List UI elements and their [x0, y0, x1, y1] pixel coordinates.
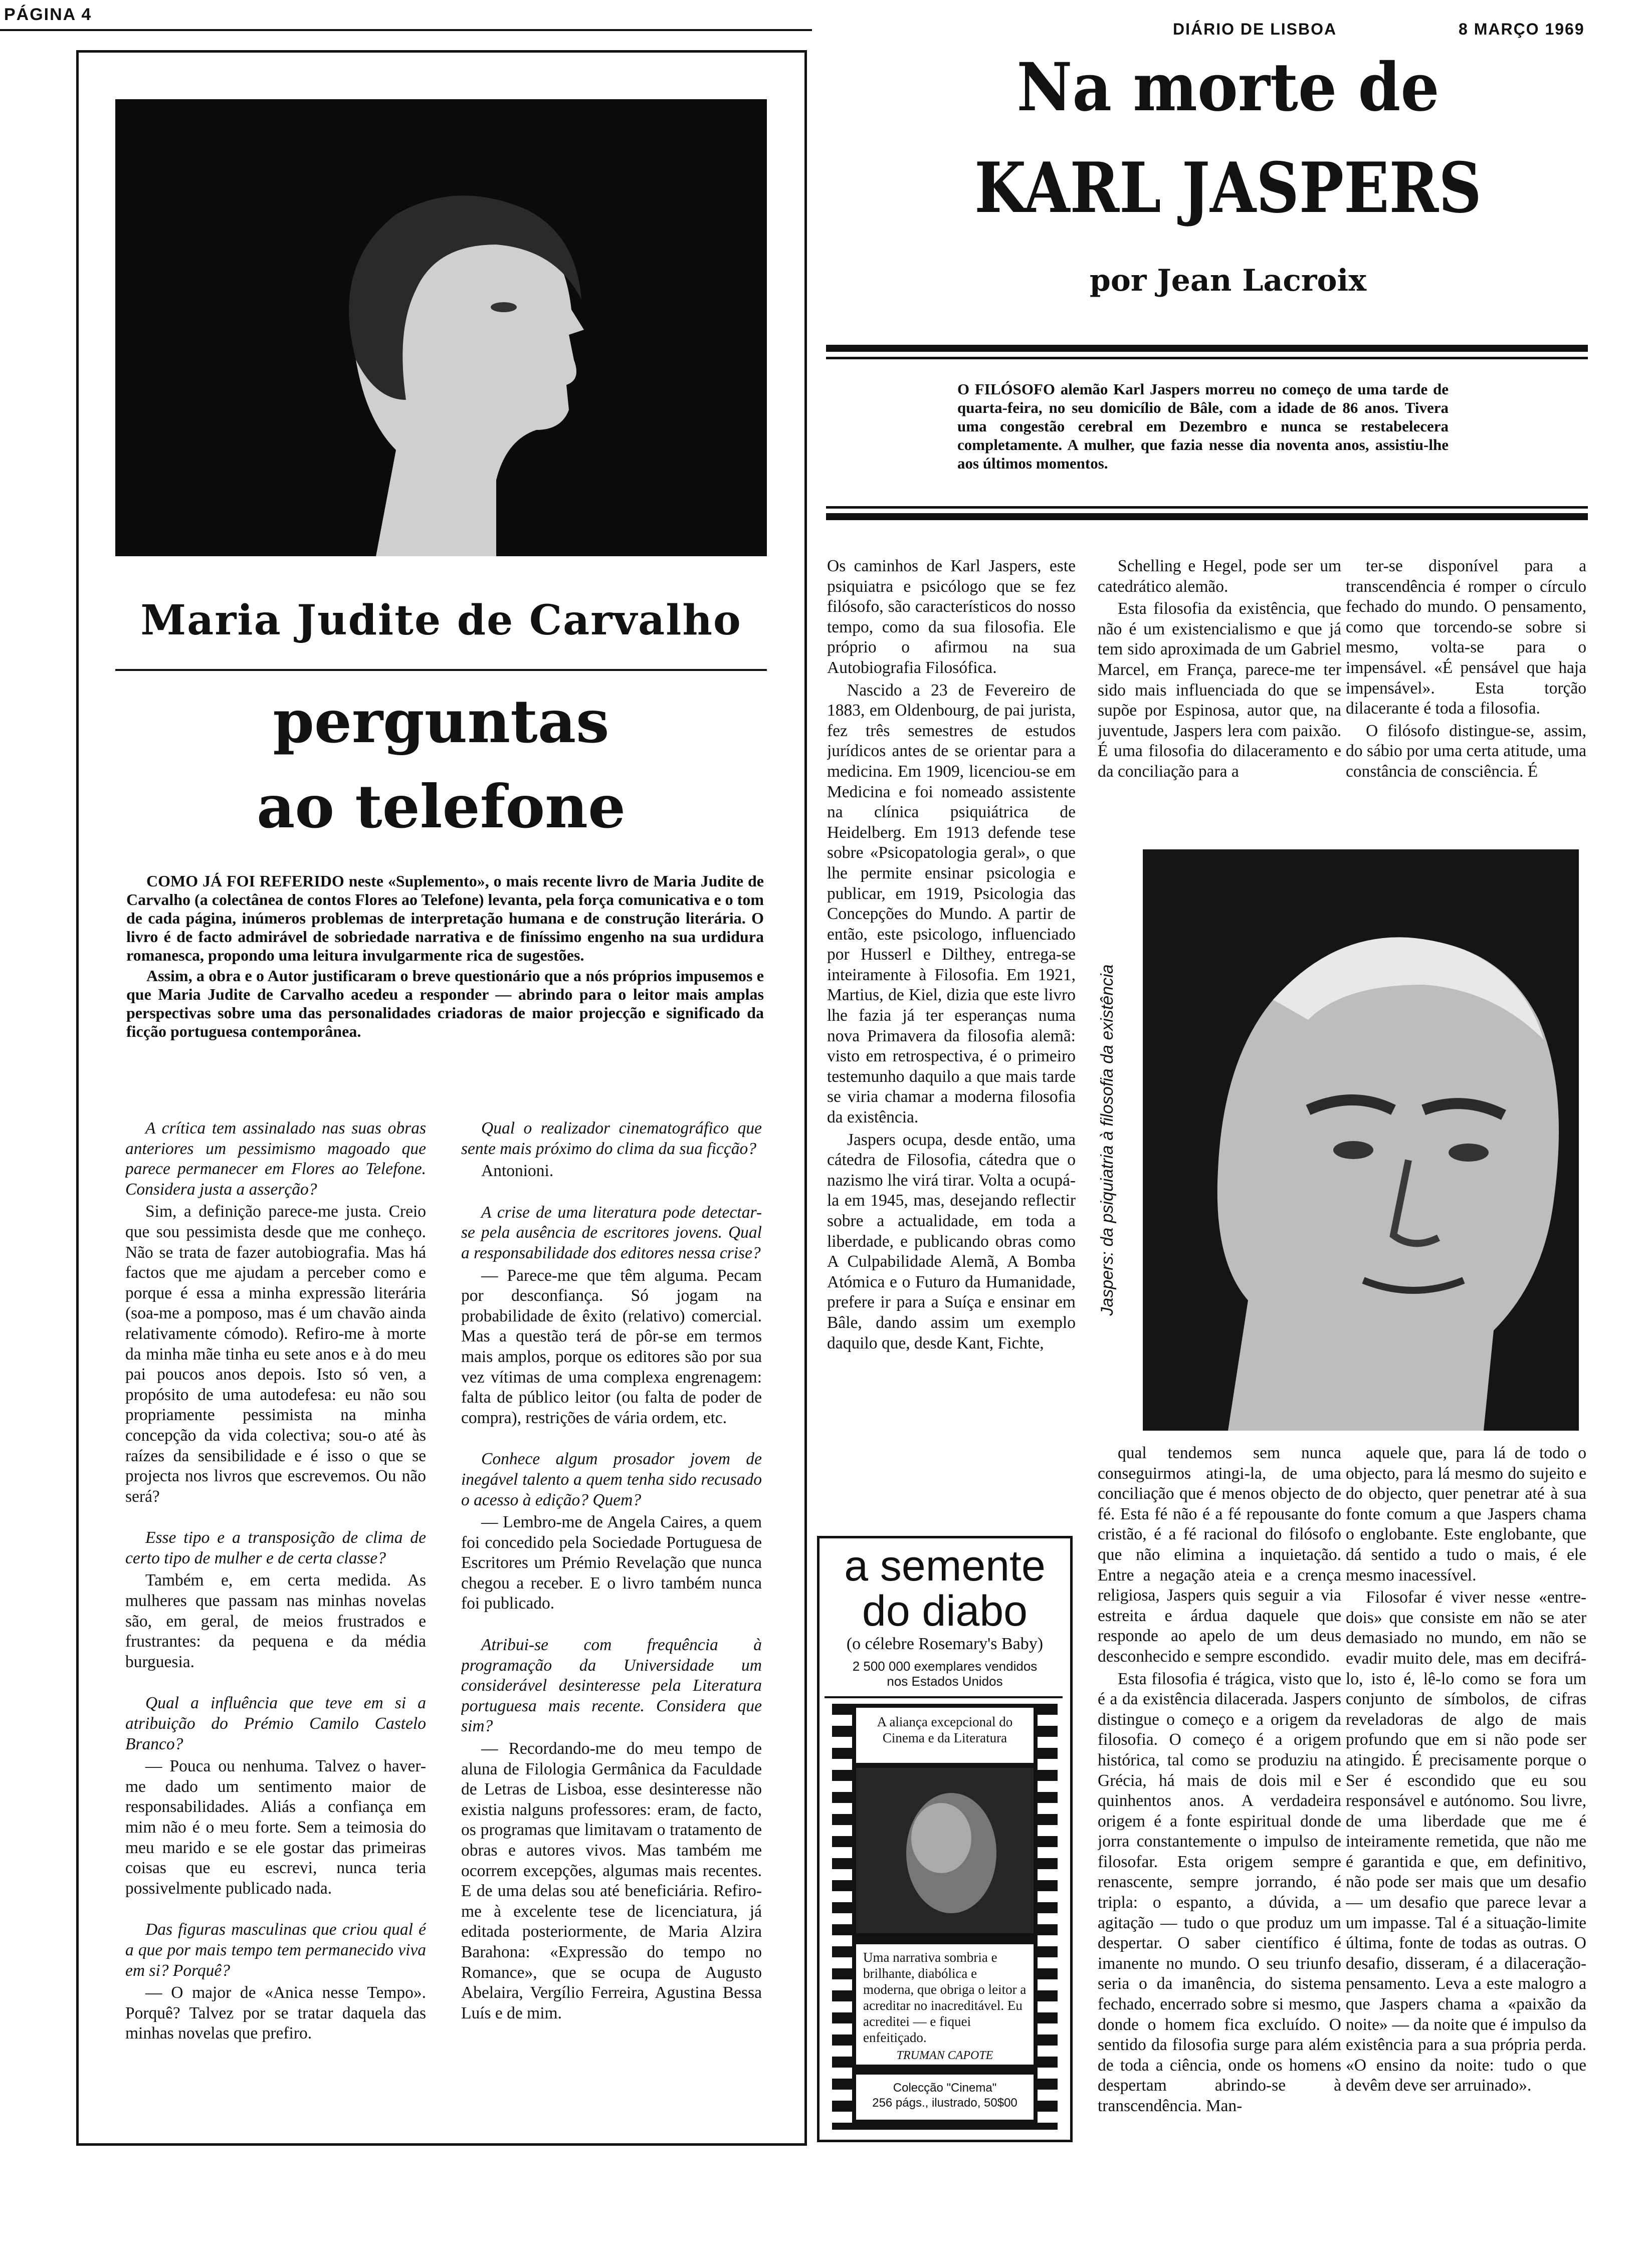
interview-question: Qual a influência que teve em si a atribuição do Prémio Camilo Castelo Branco?: [125, 1694, 426, 1753]
jaspers-column-1: [827, 556, 1076, 1508]
interview-answer: — O major de «Anica nesse Tempo». Porquê? Talvez por se tratar daquela das minhas novelas que prefiro.: [125, 1983, 426, 2043]
film-frame-illustration: [856, 1768, 1034, 1933]
intro-paragraph-2: Assim, a obra e o Autor justificaram o breve questionário que a nós próprios impusemos e que Maria Judite de Carvalho acedeu a responder — abrindo para o leitor mais amplas perspectivas sobre uma das personalidades criadoras de maior projecção e significado da ficção portuguesa contemporânea.: [126, 967, 764, 1040]
interview-question: A crítica tem assinalado nas suas obras anteriores um pessimismo magoado que parece permanecer em Flores ao Telefone. Considera justa a asserção?: [125, 1119, 426, 1199]
advert-subtitle: (o célebre Rosemary's Baby): [846, 1635, 1044, 1653]
advert-quote: Uma narrativa sombria e brilhante, diabólica e moderna, que obriga o leitor a acreditar no inacreditável. Eu acreditei — e fiquei enfeitiçado.: [863, 1950, 1027, 2045]
advert-quote-author: TRUMAN CAPOTE: [896, 2049, 993, 2062]
jaspers-paragraph: O filósofo distingue-se, assim, do sábio por uma certa atitude, uma constância de consciência. É: [1346, 721, 1586, 781]
byline: por Jean Lacroix: [1089, 263, 1367, 298]
lead-paragraph: O FILÓSOFO alemão Karl Jaspers morreu no começo de uma tarde de quarta-feira, no seu domicílio de Bâle, com a idade de 86 anos. Tivera uma congestão cerebral em Dezembro e nunca se restabelecera completamente. A mulher, que fazia nesse dia noventa anos, assistiu-lhe aos últimos momentos.: [957, 380, 1449, 472]
interview-answer: — Pouca ou nenhuma. Talvez o haver-me dado um sentimento maior de responsabilidades. Aliás a confiança em mim não é o meu forte. Sem a teimosia do meu marido e se ele gostar das primeiras coisas que eu escrevi, nunca teria possivelmente publicado nada.: [125, 1757, 426, 1898]
film-sprockets-left: [832, 1704, 852, 2130]
advert-title-line-2: do diabo: [862, 1587, 1028, 1635]
death-announcement-lead: [957, 380, 1449, 495]
interview-answer: Antonioni.: [481, 1162, 554, 1181]
jaspers-paragraph: ter-se disponível para a transcendência é romper o círculo fechado do mundo. O pensamento, como que torcendo-se sobre si mesmo, volta-se para o impensável. «É pensável que haja impensável». Esta torção dilacerante é toda a filosofia.: [1346, 557, 1586, 718]
interview-introduction: [126, 872, 764, 1102]
name-rule: [115, 669, 767, 671]
jaspers-column-2-top: [1098, 556, 1341, 807]
interview-question: Qual o realizador cinematográfico que sente mais próximo do clima da sua ficção?: [461, 1119, 762, 1158]
jaspers-title-line-1: Na morte de: [1016, 49, 1440, 126]
jaspers-paragraph: Esta filosofia é trágica, visto que é a da existência dilacerada. Jaspers distingue o começo e a origem da filosofia. O começo é a origem histórica, tal como se produziu na Grécia, há mais de dois mil e quinhentos anos. A verdadeira origem é a fonte espiritual donde jorra constantemente o impulso de filosofar. Esta origem sempre renascente, sempre jorrando, é tripla: o espanto, a dúvida, a agitação — tudo o que produz um despertar. O saber científico é imanente no mundo. O seu triunfo seria o da imanência, do sistema fechado, encerrado sobre si mesmo, donde o homem fica excluído. O sentido da filosofia surge para além de toda a ciência, onde os homens despertam abrindo-se à transcendência. Man-: [1098, 1669, 1341, 2115]
advert-quote-box: [856, 1944, 1034, 2065]
header-rule: [0, 29, 812, 31]
advert-sales: 2 500 000 exemplares vendidos nos Estados Unidos: [852, 1659, 1038, 1689]
interview-answer: — Parece-me que têm alguma. Pecam por desconfiança. Só jogam na probabilidade de êxito (relativo) comercial. Mas a questão terá de pôr-se em termos mais amplos, porque os editores são por sua vez vítimas de uma complexa engrenagem: falta de público leitor (ou falta de poder de compra), restrições de vária ordem, etc.: [461, 1266, 762, 1427]
bottom-thick-rule: [826, 513, 1588, 520]
interview-answer: Também e, em certa medida. As mulheres que passam nas minhas novelas são, em geral, de meios frustrados e frustrantes: da pequena e da média burguesia.: [125, 1571, 426, 1671]
jaspers-paragraph: Esta filosofia da existência, que não é um existencialismo e que já tem sido aproximada de um Gabriel Marcel, em França, parece-me ter sido mais influenciada do que se supõe por Espinosa, autor que, na juventude, Jaspers lera com paixão. É uma filosofia do dilaceramento e da conciliação para a: [1098, 599, 1341, 781]
article-title-line-2: ao telefone: [256, 772, 626, 841]
film-sprockets-right: [1038, 1704, 1058, 2130]
issue-date: 8 MARÇO 1969: [1459, 20, 1585, 38]
jaspers-paragraph: aquele que, para lá de todo o objecto, para lá mesmo do sujeito e do objecto, quer penetrar até à sua fonte comum a que Jaspers chama o englobante. Este englobante, que dá sentido a tudo o mais, é ele mesmo inacessível.: [1346, 1444, 1586, 1584]
jaspers-illustration: [1143, 849, 1579, 1431]
interview-column-2: [461, 1118, 762, 2121]
advert-title-line-1: a semente: [844, 1542, 1046, 1590]
intro-paragraph: COMO JÁ FOI REFERIDO neste «Suplemento», o mais recente livro de Maria Judite de Carvalho (a colectânea de contos Flores ao Telefone) levanta, pela força comunicativa e o tom de cada página, inúmeros problemas de interpretação humana e de construção literária. O livro é de facto admirável de sobriedade narrativa e de finíssimo engenho na sua urdidura romanesca, propondo uma leitura invulgarmente rica de sugestões.: [126, 872, 764, 964]
jaspers-paragraph: Schelling e Hegel, pode ser um catedrático alemão.: [1098, 557, 1341, 596]
interview-answer: Sim, a definição parece-me justa. Creio que sou pessimista desde que me conheço. Não se trata de fazer autobiografia. Mas há factos que me ajudam a perceber como e porque é essa a minha expressão literária (soa-me a pomposo, mas é um chavão ainda relativamente cómodo). Refiro-me à morte da minha mãe tinha eu sete anos e à do meu pai poucos anos depois. Isto só ven, a propósito de uma autodefesa: eu não sou propriamente pessimista na minha concepção da vida colectiva; sou-o até às raízes da sensibilidade e é isso o que se projecta nos livros que escrevemos. Ou não será?: [125, 1202, 426, 1506]
author-portrait-photo: [115, 99, 767, 556]
advert-collection-box: [856, 2075, 1034, 2120]
jaspers-portrait-photo: [1143, 849, 1579, 1431]
interview-question: Conhece algum prosador jovem de inegável talento a quem tenha sido recusado o acesso à edição? Quem?: [461, 1450, 762, 1509]
top-thick-rule: [826, 345, 1588, 352]
jaspers-column-3-top: [1346, 556, 1586, 807]
film-strip: [832, 1704, 1058, 2130]
newspaper-name: DIÁRIO DE LISBOA: [1173, 20, 1337, 38]
interview-answer: — Lembro-me de Angela Caires, a quem foi concedido pela Sociedade Portuguesa de Escritores um Prémio Revelação que nunca chegou a receber. E o livro também nunca foi publicado.: [461, 1513, 762, 1613]
jaspers-column-2-bottom: [1098, 1443, 1341, 2135]
jaspers-paragraph: Filosofar é viver nesse «entre-dois» que consiste em não se ater demasiado no mundo, em não se evadir muito dele, mas em decifrá-lo, isto é, lê-lo como se fora um conjunto de símbolos, de cifras reveladoras de algo de mais profundo que em si não pode ser atingido. É precisamente porque o Ser é escondido que eu sou responsável e autónomo. Sou livre, de uma liberdade que me é inteiramente remetida, que não me é garantida e que, em definitivo, não pode ser mais que um desafio — um desafio que parece levar a um impasse. Tal é a situação-limite última, fonte de todas as outras. O desafio, disseram, é a dilaceração-pensamento. Leva a este malogro a que Jaspers chama a «paixão da noite» — da noite que é impulso da existência para a sua própria perda. «O ensino da noite: tudo o que devêm deve ser arruinado».: [1346, 1588, 1586, 2095]
advert-rule: [825, 1696, 1063, 1698]
jaspers-paragraph: Jaspers ocupa, desde então, uma cátedra de Filosofia, cátedra que o nazismo lhe virá tirar. Volta a ocupá-la em 1945, mas, desejando reflectir sobre a actualidade, em toda a liberdade, e publicando obras como A Culpabilidade Alemã, A Bomba Atómica e o Futuro da Humanidade, prefere ir para a Suíça e ensinar em Bâle, dando assim um exemplo daquilo que, desde Kant, Fichte,: [827, 1130, 1076, 1352]
jaspers-paragraph: qual tendemos sem nunca conseguirmos atingi-la, de uma conciliação que é menos objecto de fé. Esta fé não é a fé repousante do cristão, é a fé racional do filósofo que não elimina a inquietação. Entre a negação ateia e a crença religiosa, Jaspers quis seguir a via estreita e árdua daquele que responde ao apelo de um deus desconhecido e sempre escondido.: [1098, 1444, 1341, 1666]
jaspers-paragraph: Os caminhos de Karl Jaspers, este psiquiatra e psicólogo que se fez filósofo, são característicos do nosso tempo, como da sua filosofia. Ele próprio o afirmou na sua Autobiografia Filosófica.: [827, 557, 1076, 677]
interview-column-1: [125, 1118, 426, 2121]
jaspers-title-line-2: KARL JASPERS: [974, 147, 1482, 229]
interview-question: Atribui-se com frequência à programação da Universidade um considerável desinteresse pela Literatura portuguesa mais recente. Considera que sim?: [461, 1636, 762, 1736]
article-title-line-1: perguntas: [273, 687, 609, 756]
page-number: PÁGINA 4: [4, 5, 92, 24]
photo-caption: Jaspers: da psiquiatria à filosofia da existência: [1098, 964, 1117, 1316]
interview-question: Esse tipo e a transposição de clima de certo tipo de mulher e de certa classe?: [125, 1528, 426, 1567]
interview-question: Das figuras masculinas que criou qual é a que por mais tempo tem permanecido viva em si? Porquê?: [125, 1920, 426, 1980]
top-thin-rule: [826, 357, 1588, 359]
advert-details: 256 págs., ilustrado, 50$00: [872, 2096, 1017, 2110]
interviewee-name: Maria Judite de Carvalho: [140, 596, 742, 644]
film-frame-image: [856, 1768, 1034, 1933]
advert-strip-tagline: A aliança excepcional do Cinema e da Literatura: [856, 1708, 1034, 1763]
portrait-illustration: [115, 99, 767, 556]
advert-collection: Colecção "Cinema": [893, 2081, 997, 2095]
bottom-thin-rule: [826, 506, 1588, 509]
jaspers-paragraph: Nascido a 23 de Fevereiro de 1883, em Oldenbourg, de pai jurista, fez três semestres de estudos jurídicos antes de se orientar para a medicina. Em 1909, licenciou-se em Medicina e foi nomeado assistente na clínica psiquiátrica de Heidelberg. Em 1913 defende tese sobre «Psicopatologia geral», o que lhe permite ensinar psicologia e publicar, em 1919, Psicologia das Concepções do Mundo. A partir de então, este psicologo, influenciado por Husserl e Dilthey, entrega-se inteiramente à Filosofia. Em 1921, Martius, de Kiel, dizia que este livro lhe fazia já ter esperanças numa nova Primavera da filosofia alemã: visto em retrospectiva, é o primeiro testemunho daquilo a que mais tarde se viria chamar a moderna filosofia da existência.: [827, 681, 1076, 1127]
interview-answer: — Recordando-me do meu tempo de aluna de Filologia Germânica da Faculdade de Letras de Lisboa, esse desinteresse não existia nalguns professores: eram, de facto, os programas que limitavam o tratamento de obras e autores vivos. Mas também me ocorrem excepções, algumas mais recentes. E de uma delas sou até beneficiária. Refiro-me à excelente tese de licenciatura, já editada posteriormente, de Maria Alzira Barahona: «Expressão do tempo no Romance», que se ocupa de Augusto Abelaira, Vergílio Ferreira, Agustina Bessa Luís e de mim.: [461, 1739, 762, 2022]
interview-question: A crise de uma literatura pode detectar-se pela ausência de escritores jovens. Qual a responsabilidade dos editores nessa crise?: [461, 1203, 762, 1262]
jaspers-column-3-bottom: [1346, 1443, 1586, 2135]
